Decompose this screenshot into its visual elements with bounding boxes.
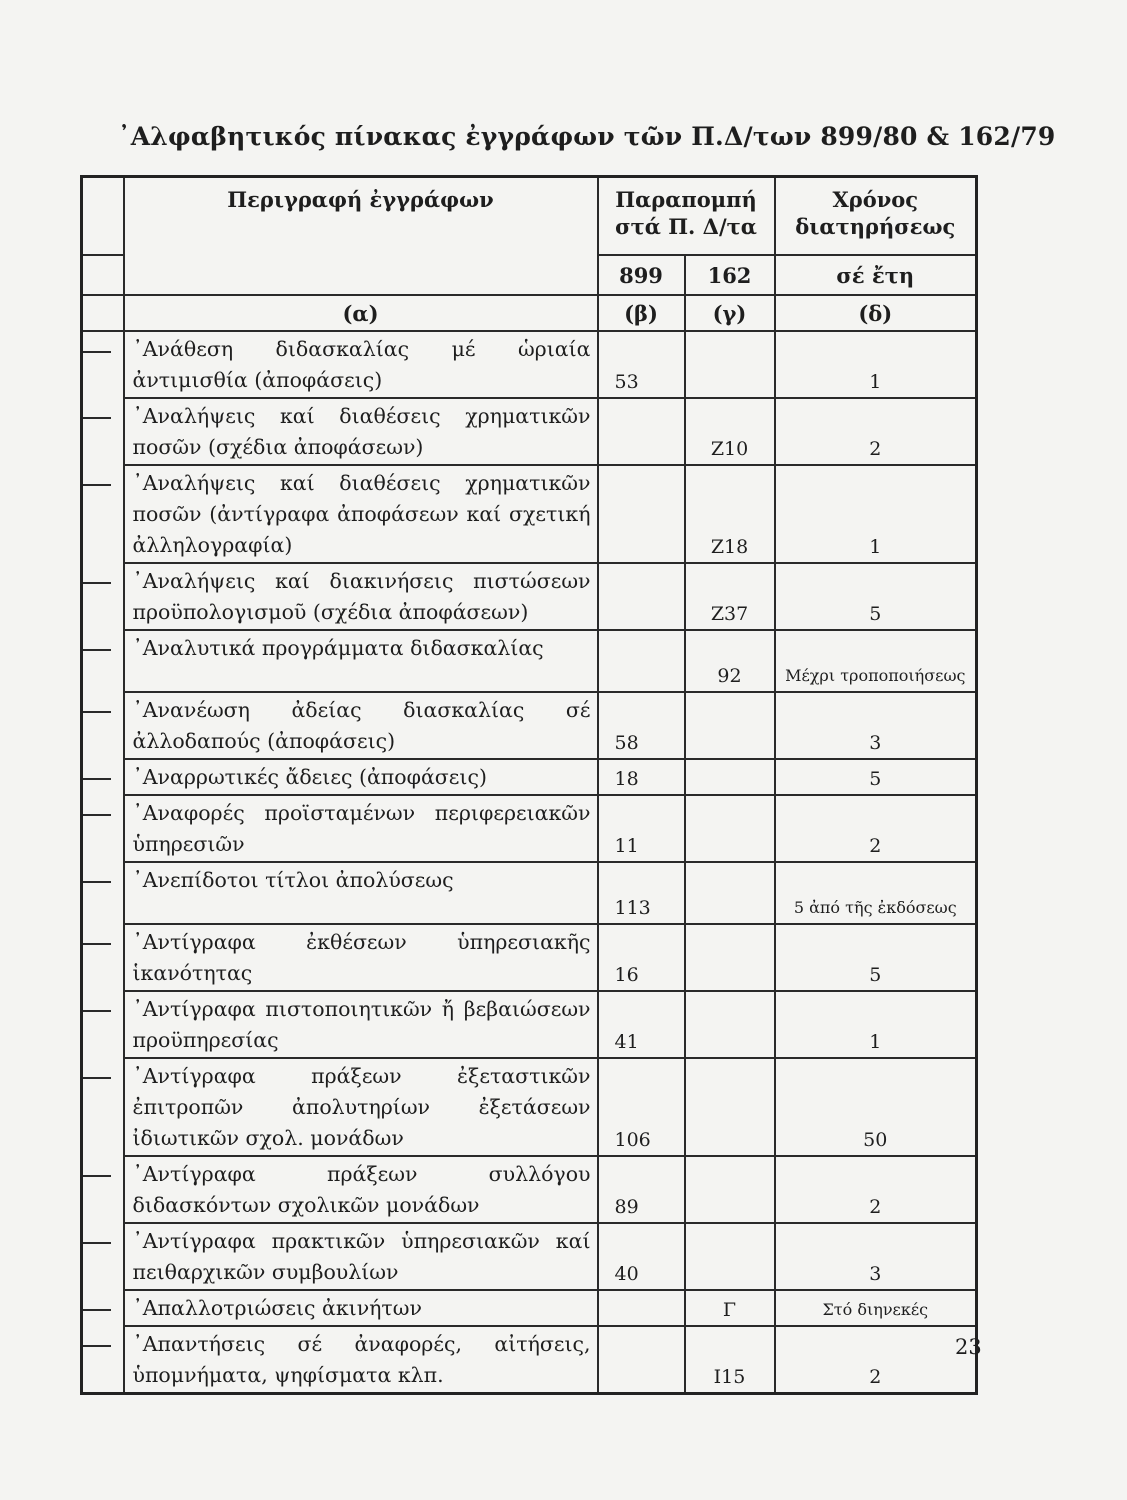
row-dash-marker [82, 563, 124, 630]
row-description: ᾿Αντίγραφα πρακτικῶν ὑπηρεσιακῶν καί πειθαρχικῶν συμβουλίων [124, 1223, 598, 1290]
row-ref-162 [685, 991, 775, 1058]
row-ref-899: 18 [598, 759, 685, 795]
row-description: ᾿Αναλήψεις καί διαθέσεις χρηματικῶν ποσῶν (σχέδια ἀποφάσεων) [124, 398, 598, 465]
row-ref-162: Ζ10 [685, 398, 775, 465]
dash-line [83, 1345, 111, 1347]
row-retention: 5 [775, 924, 977, 991]
row-dash-marker [82, 991, 124, 1058]
row-dash-marker [82, 1156, 124, 1223]
row-description: ᾿Ανάθεση διδασκαλίας μέ ὡριαία ἀντιμισθία (ἀποφάσεις) [124, 331, 598, 398]
table-row [82, 1290, 977, 1326]
dash-line [83, 484, 111, 486]
row-dash-marker [82, 862, 124, 924]
dash-line [83, 649, 111, 651]
table-row [82, 1058, 977, 1156]
header-col-899: 899 [598, 255, 685, 295]
row-ref-162: Γ [685, 1290, 775, 1326]
row-retention: 3 [775, 692, 977, 759]
table-row [82, 862, 977, 924]
header-col-162: 162 [685, 255, 775, 295]
row-retention: 2 [775, 1326, 977, 1394]
row-ref-162 [685, 331, 775, 398]
header-spacer-2 [82, 255, 124, 295]
row-retention: Στό διηνεκές [775, 1290, 977, 1326]
table-row [82, 1156, 977, 1223]
row-ref-162: Ι15 [685, 1326, 775, 1394]
table-row [82, 759, 977, 795]
page-number: 23 [955, 1335, 982, 1359]
row-description: ᾿Ανεπίδοτοι τίτλοι ἀπολύσεως [124, 862, 598, 924]
table-row [82, 465, 977, 563]
row-description: ᾿Αναφορές προϊσταμένων περιφερειακῶν ὑπηρεσιῶν [124, 795, 598, 862]
dash-line [83, 881, 111, 883]
table-row [82, 630, 977, 692]
row-dash-marker [82, 331, 124, 398]
row-ref-899: 41 [598, 991, 685, 1058]
header-retention: Χρόνος διατηρήσεως [775, 177, 977, 256]
row-description: ᾿Αναλυτικά προγράμματα διδασκαλίας [124, 630, 598, 692]
row-ref-162: 92 [685, 630, 775, 692]
row-ref-899 [598, 398, 685, 465]
row-dash-marker [82, 692, 124, 759]
row-ref-162 [685, 1058, 775, 1156]
row-dash-marker [82, 1326, 124, 1394]
row-retention: 1 [775, 991, 977, 1058]
table-row [82, 398, 977, 465]
documents-table [80, 175, 978, 1395]
row-ref-899: 53 [598, 331, 685, 398]
dash-line [83, 778, 111, 780]
header-spacer [82, 177, 124, 256]
dash-line [83, 351, 111, 353]
row-retention: Μέχρι τροποποιήσεως [775, 630, 977, 692]
row-dash-marker [82, 924, 124, 991]
row-ref-162 [685, 924, 775, 991]
row-retention: 1 [775, 465, 977, 563]
row-ref-162: Ζ18 [685, 465, 775, 563]
row-description: ᾿Αναλήψεις καί διαθέσεις χρηματικῶν ποσῶν (ἀντίγραφα ἀποφάσεων καί σχετική ἀλληλογραφία) [124, 465, 598, 563]
dash-line [83, 582, 111, 584]
row-description: ᾿Αντίγραφα ἐκθέσεων ὑπηρεσιακῆς ἱκανότητας [124, 924, 598, 991]
dash-line [83, 1077, 111, 1079]
row-description: ᾿Αντίγραφα πράξεων συλλόγου διδασκόντων σχολικῶν μονάδων [124, 1156, 598, 1223]
row-ref-899 [598, 630, 685, 692]
row-ref-899: 89 [598, 1156, 685, 1223]
row-description: ᾿Απαντήσεις σέ ἀναφορές, αἰτήσεις, ὑπομνήματα, ψηφίσματα κλπ. [124, 1326, 598, 1394]
row-dash-marker [82, 1290, 124, 1326]
row-dash-marker [82, 630, 124, 692]
row-ref-899 [598, 465, 685, 563]
row-description: ᾿Αντίγραφα πράξεων ἐξεταστικῶν ἐπιτροπῶν ἀπολυτηρίων ἐξετάσεων ἰδιωτικῶν σχολ. μονάδων [124, 1058, 598, 1156]
row-retention: 2 [775, 1156, 977, 1223]
row-dash-marker [82, 1058, 124, 1156]
row-description: ᾿Απαλλοτριώσεις ἀκινήτων [124, 1290, 598, 1326]
document-title: ᾿Αλφαβητικός πίνακας ἐγγράφων τῶν Π.Δ/των 899/80 & 162/79 [118, 122, 1056, 151]
header-label-b: (β) [598, 295, 685, 331]
dash-line [83, 711, 111, 713]
header-reference: Παραπομπή στά Π. Δ/τα [598, 177, 775, 256]
row-description: ᾿Αναλήψεις καί διακινήσεις πιστώσεων προϋπολογισμοῦ (σχέδια ἀποφάσεων) [124, 563, 598, 630]
row-retention: 50 [775, 1058, 977, 1156]
row-retention: 2 [775, 398, 977, 465]
row-ref-162 [685, 692, 775, 759]
row-description: ᾿Αναρρωτικές ἄδειες (ἀποφάσεις) [124, 759, 598, 795]
table-row [82, 924, 977, 991]
row-retention: 5 [775, 759, 977, 795]
table-row [82, 1223, 977, 1290]
table-body [82, 331, 977, 1394]
row-ref-899: 16 [598, 924, 685, 991]
row-ref-162: Ζ37 [685, 563, 775, 630]
row-ref-162 [685, 1223, 775, 1290]
row-ref-899: 11 [598, 795, 685, 862]
documents-table-wrapper [80, 175, 978, 1395]
row-ref-899 [598, 1326, 685, 1394]
row-dash-marker [82, 759, 124, 795]
row-ref-162 [685, 862, 775, 924]
row-retention: 3 [775, 1223, 977, 1290]
dash-line [83, 1242, 111, 1244]
dash-line [83, 1309, 111, 1311]
dash-line [83, 1175, 111, 1177]
row-dash-marker [82, 398, 124, 465]
table-row [82, 795, 977, 862]
table-row [82, 563, 977, 630]
row-retention: 2 [775, 795, 977, 862]
row-description: ᾿Ανανέωση ἀδείας διασκαλίας σέ ἀλλοδαπούς (ἀποφάσεις) [124, 692, 598, 759]
row-retention: 5 [775, 563, 977, 630]
header-label-c: (γ) [685, 295, 775, 331]
row-retention: 5 ἀπό τῆς ἐκδόσεως [775, 862, 977, 924]
dash-line [83, 1010, 111, 1012]
row-ref-899: 113 [598, 862, 685, 924]
row-dash-marker [82, 465, 124, 563]
row-ref-162 [685, 1156, 775, 1223]
header-label-d: (δ) [775, 295, 977, 331]
table-row [82, 991, 977, 1058]
row-ref-899 [598, 563, 685, 630]
row-retention: 1 [775, 331, 977, 398]
row-ref-162 [685, 795, 775, 862]
header-retention-unit: σέ ἔτη [775, 255, 977, 295]
table-row [82, 331, 977, 398]
row-ref-162 [685, 759, 775, 795]
header-description: Περιγραφή ἐγγράφων [124, 177, 598, 296]
row-dash-marker [82, 1223, 124, 1290]
table-row [82, 692, 977, 759]
row-dash-marker [82, 795, 124, 862]
row-ref-899: 40 [598, 1223, 685, 1290]
row-ref-899 [598, 1290, 685, 1326]
row-description: ᾿Αντίγραφα πιστοποιητικῶν ἤ βεβαιώσεων προϋπηρεσίας [124, 991, 598, 1058]
dash-line [83, 417, 111, 419]
header-spacer-3 [82, 295, 124, 331]
dash-line [83, 814, 111, 816]
header-label-a: (α) [124, 295, 598, 331]
dash-line [83, 943, 111, 945]
row-ref-899: 106 [598, 1058, 685, 1156]
row-ref-899: 58 [598, 692, 685, 759]
table-row [82, 1326, 977, 1394]
